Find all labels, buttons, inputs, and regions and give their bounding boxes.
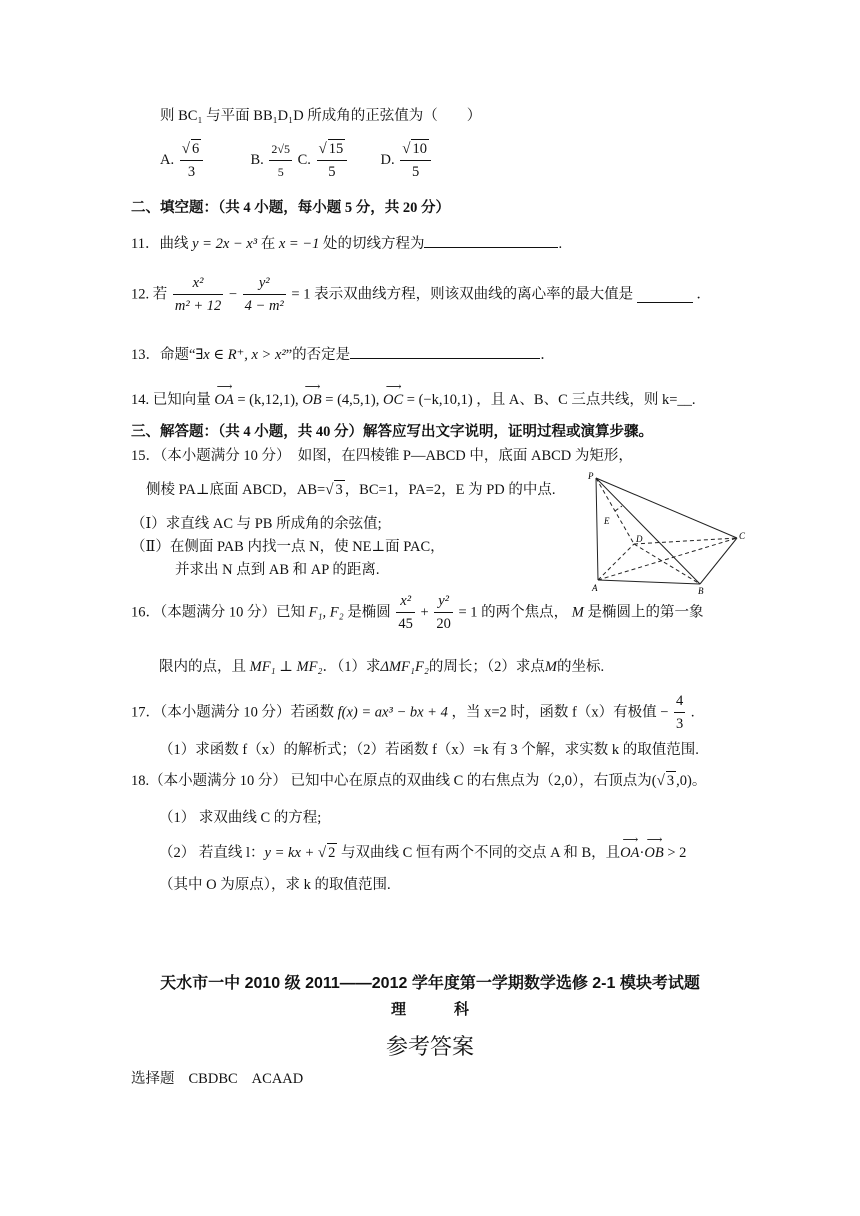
q16-line-1: 16．（本题满分 10 分）已知 F₁, F₂ 是椭圆 $\frac{\text{x²}}{45}$ + $\frac{\text{y²}}{20}$ = 1 的两个焦点， M 是椭圆上的第一象 (131, 590, 704, 640)
q16-fraction-y: $\frac{\text{y²}}{20}$ (434, 590, 453, 635)
q17-line-2: （1）求函数 f（x）的解析式；（2）若函数 f（x）=k 有 3 个解，求实数 k 的取值范围. (159, 742, 699, 758)
q10-option-c-label: C. (297, 151, 311, 168)
q17-fraction: $\frac{4}{3}$ (674, 690, 685, 735)
q18-line-1: 18.（本小题满分 10 分） 已知中心在原点的双曲线 C 的右焦点为（2,0），右顶点为(√ 3 ,0)。 (131, 773, 707, 789)
section-2-heading: 二、填空题：（共 4 小题，每小题 5 分，共 20 分） (131, 200, 450, 216)
q11-answer-blank (424, 232, 558, 248)
pyramid-figure (582, 470, 752, 595)
q10-options (160, 138, 433, 188)
q18-part-2: （2） 若直线 l：y = kx + √ 2 与双曲线 C 恒有两个不同的交点 A 和 B，且⟶ OA·⟶ OB > 2 (159, 843, 686, 863)
q10-stem: 则 BC₁ 与平面 BB₁D₁D 所成角的正弦值为（ ） (160, 108, 482, 124)
q15-part-1: （Ⅰ）求直线 AC 与 PB 所成角的余弦值; (131, 516, 382, 532)
vector-oc: ⟶ OC (383, 390, 403, 410)
exam-title: 天水市一中 2010 级 2011——2012 学年度第一学期数学选修 2-1 模块考试题 (160, 975, 700, 992)
q13-answer-blank (350, 343, 540, 359)
exam-subtitle: 理 科 (390, 1001, 470, 1018)
vector-ob: ⟶ OB (302, 390, 321, 410)
q15-part-2b: 并求出 N 点到 AB 和 AP 的距离. (175, 562, 380, 578)
q12-fraction-y: $\frac{\text{y²}}{\text{4 − m²}}$ (243, 272, 286, 317)
q10-option-d-label: D. (380, 151, 395, 168)
q18-part-2c: （其中 O 为原点），求 k 的取值范围. (159, 877, 391, 893)
fig-label-p: P (588, 471, 594, 481)
q10-option-d: $\frac{√ 10}{5}$ (400, 138, 431, 183)
q12-fraction-x: $\frac{\text{x²}}{\text{m² + 12}}$ (173, 272, 223, 317)
q12: 12. 若 $\frac{\text{x²}}{\text{m² + 12}}$ − $\frac{\text{y²}}{\text{4 − m²}}$ = 1 表示双曲线方程，则该双曲线的离心率的最大值是 ． (131, 272, 711, 322)
answer-row: 选择题 CBDBC ACAAD (131, 1071, 304, 1087)
q15-line-2: 侧棱 PA⊥底面 ABCD，AB=√ 3 ，BC=1，PA=2，E 为 PD 的中点. (146, 482, 556, 498)
q14: 14. 已知向量 ⟶ OA = (k,12,1), ⟶ OB = (4,5,1), ⟶ OC = (−k,10,1) ，且 A、B、C 三点共线，则 k=__. (131, 390, 696, 410)
q10-option-b-label: B. (250, 151, 264, 168)
answer-title: 参考答案 (385, 1034, 474, 1059)
q18-part-1: （1） 求双曲线 C 的方程; (159, 810, 322, 826)
q13: 13．命题“∃x ∈ R⁺, x > x²”的否定是 ． (131, 343, 555, 365)
fig-label-c: C (739, 531, 746, 541)
section-3-heading: 三、解答题：（共 4 小题，共 40 分）解答应写出文字说明，证明过程或演算步骤。 (131, 424, 653, 440)
vector-ob-q18: ⟶ OB (644, 843, 663, 863)
fig-label-e: E (604, 516, 610, 526)
vector-oa-q18: ⟶ OA (620, 843, 639, 863)
q15-line-1: 15．（本小题满分 10 分） 如图，在四棱锥 P—ABCD 中，底面 ABCD 为矩形， (131, 448, 633, 464)
q17-line-1: 17．（本小题满分 10 分）若函数 f(x) = ax³ − bx + 4 ，当 x=2 时，函数 f（x）有极值 − $\frac{4}{3}$ . (131, 690, 695, 740)
q16-line-2: 限内的点，且 MF₁ ⊥ MF₂．（1）求ΔMF₁F₂的周长；（2）求点M的坐标. (159, 659, 605, 675)
fig-label-d: D (636, 534, 643, 544)
q10-option-a-label: A. (160, 151, 175, 168)
q10-option-c: $\frac{√ 15}{5}$ (317, 138, 348, 183)
fig-label-a: A (592, 583, 598, 593)
q12-answer-blank (637, 287, 693, 303)
q11: 11．曲线 y = 2x − x³ 在 x = −1 处的切线方程为 . (131, 232, 562, 254)
q16-fraction-x: $\frac{\text{x²}}{45}$ (396, 590, 415, 635)
fig-label-b: B (698, 586, 704, 595)
q10-option-b: $\frac{2√5}{5}$ (269, 138, 292, 183)
q15-part-2: （Ⅱ）在侧面 PAB 内找一点 N，使 NE⊥面 PAC， (131, 539, 445, 555)
vector-oa: ⟶ OA (214, 390, 233, 410)
q10-option-a: $\frac{√ 6}{3}$ (180, 138, 203, 183)
